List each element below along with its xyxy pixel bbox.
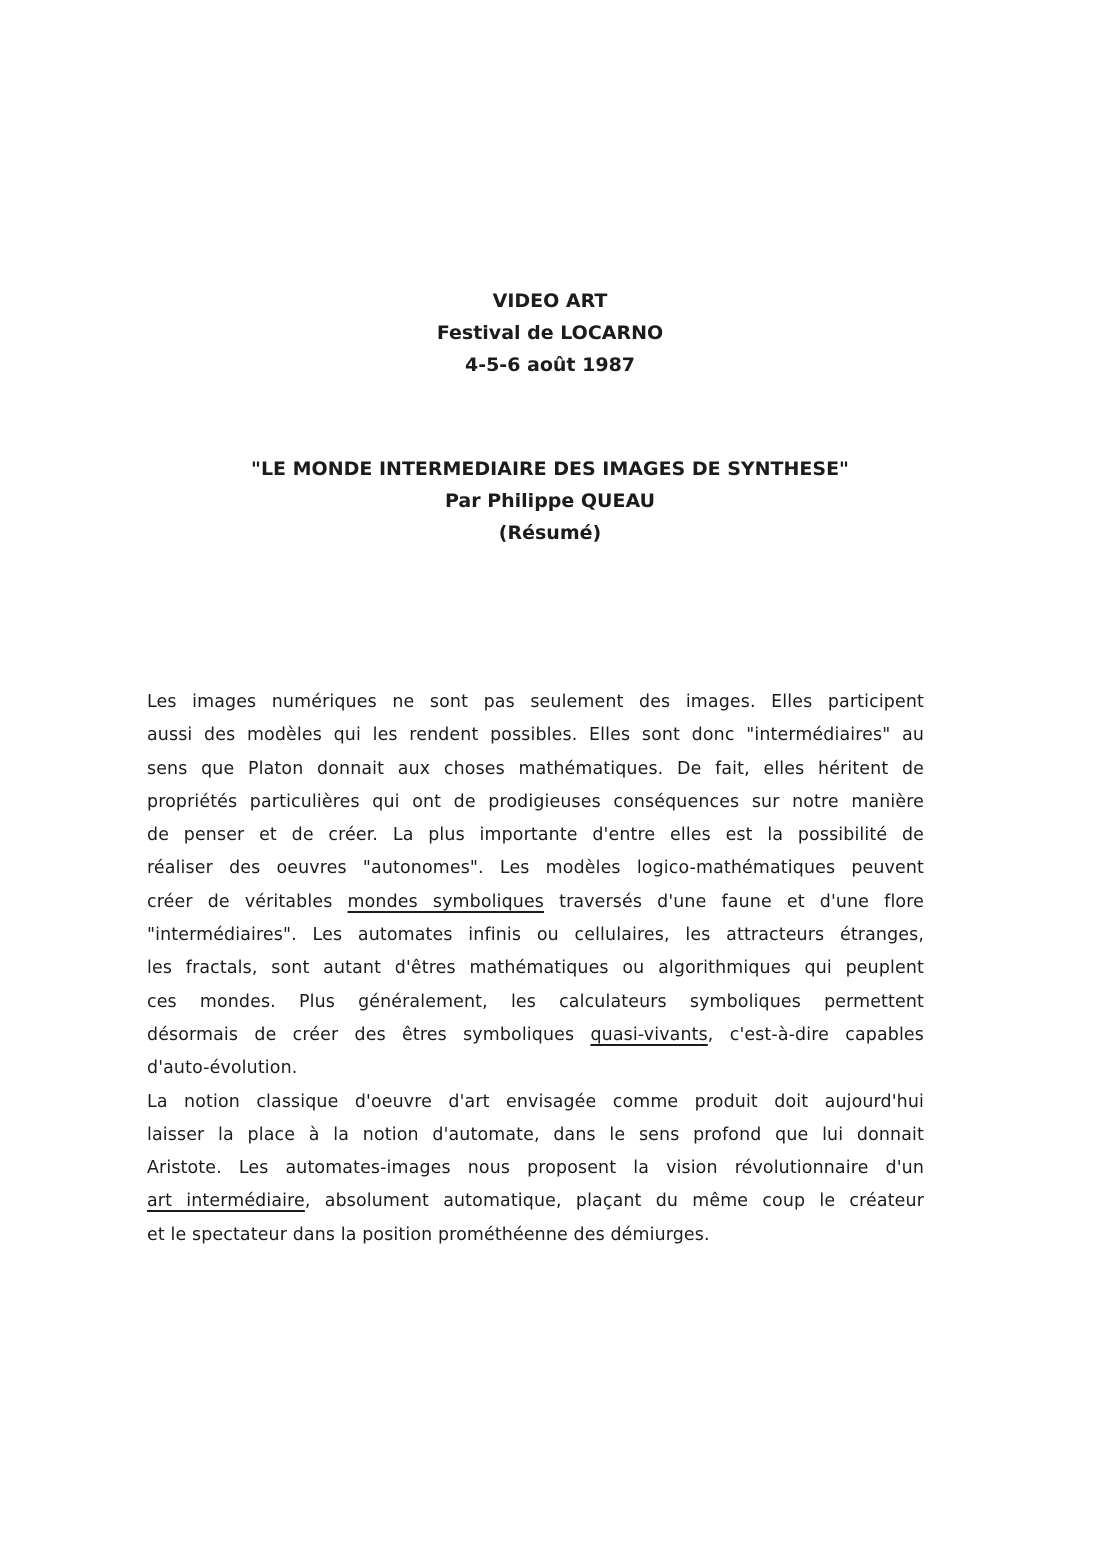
body-text-segment: aussi des modèles qui les rendent possibles. Elles sont donc "intermédiaires" au [147,725,924,746]
body-line [147,819,924,852]
body-line [147,952,924,985]
body-text-segment: "intermédiaires". Les automates infinis ou cellulaires, les attracteurs étranges, [147,925,924,946]
body-text-segment: d'auto-évolution. [147,1058,298,1079]
body-line [147,919,924,952]
body-text-segment: de penser et de créer. La plus importante d'entre elles est la possibilité de [147,825,924,846]
body-text-segment: les fractals, sont autant d'êtres mathématiques ou algorithmiques qui peuplent [147,958,924,979]
body-text-segment: désormais de créer des êtres symboliques [147,1024,591,1045]
talk-author: Par Philippe QUEAU [444,490,656,512]
body-text-segment: Aristote. Les automates-images nous proposent la vision révolutionnaire d'un [147,1158,924,1179]
talk-header [0,453,1100,549]
body-line [147,1119,924,1152]
underlined-phrase: mondes symboliques [347,891,545,912]
body-line [147,686,924,719]
body-line [147,852,924,885]
body-line [147,753,924,786]
body-text-segment: sens que Platon donnait aux choses mathématiques. De fait, elles héritent de [147,758,924,779]
body-text-segment: réaliser des oeuvres "autonomes". Les modèles logico-mathématiques peuvent [147,858,924,879]
body-text-segment: ces mondes. Plus généralement, les calculateurs symboliques permettent [147,991,924,1012]
underlined-phrase: art intermédiaire [147,1191,305,1212]
talk-title: "LE MONDE INTERMEDIAIRE DES IMAGES DE SYNTHESE" [251,458,849,480]
body-line [147,1219,924,1252]
body-text-segment: et le spectateur dans la position prométhéenne des démiurges. [147,1224,710,1245]
body-text-segment: créer de véritables [147,891,348,912]
body-line [147,1086,924,1119]
event-dates: 4-5-6 août 1987 [464,354,636,376]
body-text-segment: Les images numériques ne sont pas seulement des images. Elles participent [147,692,924,712]
body-line [147,886,924,919]
talk-note: (Résumé) [498,522,602,544]
body-line [147,1052,924,1085]
body-line [147,1152,924,1185]
body-line [147,1185,924,1218]
body-line [147,1019,924,1052]
body-text-segment: La notion classique d'oeuvre d'art envisagée comme produit doit aujourd'hui [147,1091,924,1112]
event-title: VIDEO ART [492,290,608,312]
body-text-segment: traversés d'une faune et d'une flore [544,891,924,912]
festival-name: Festival de LOCARNO [436,322,664,344]
body-text-segment: , absolument automatique, plaçant du même coup le créateur [304,1191,924,1212]
body-line [147,786,924,819]
event-header [0,285,1100,381]
body-text-segment: propriétés particulières qui ont de prodigieuses conséquences sur notre manière [147,791,924,812]
abstract-body [147,686,924,1252]
body-text-segment: laisser la place à la notion d'automate, dans le sens profond que lui donnait [147,1124,924,1145]
body-text-segment: , c'est-à-dire capables [707,1024,924,1045]
underlined-phrase: quasi-vivants [590,1024,708,1045]
body-line [147,719,924,752]
body-line [147,986,924,1019]
